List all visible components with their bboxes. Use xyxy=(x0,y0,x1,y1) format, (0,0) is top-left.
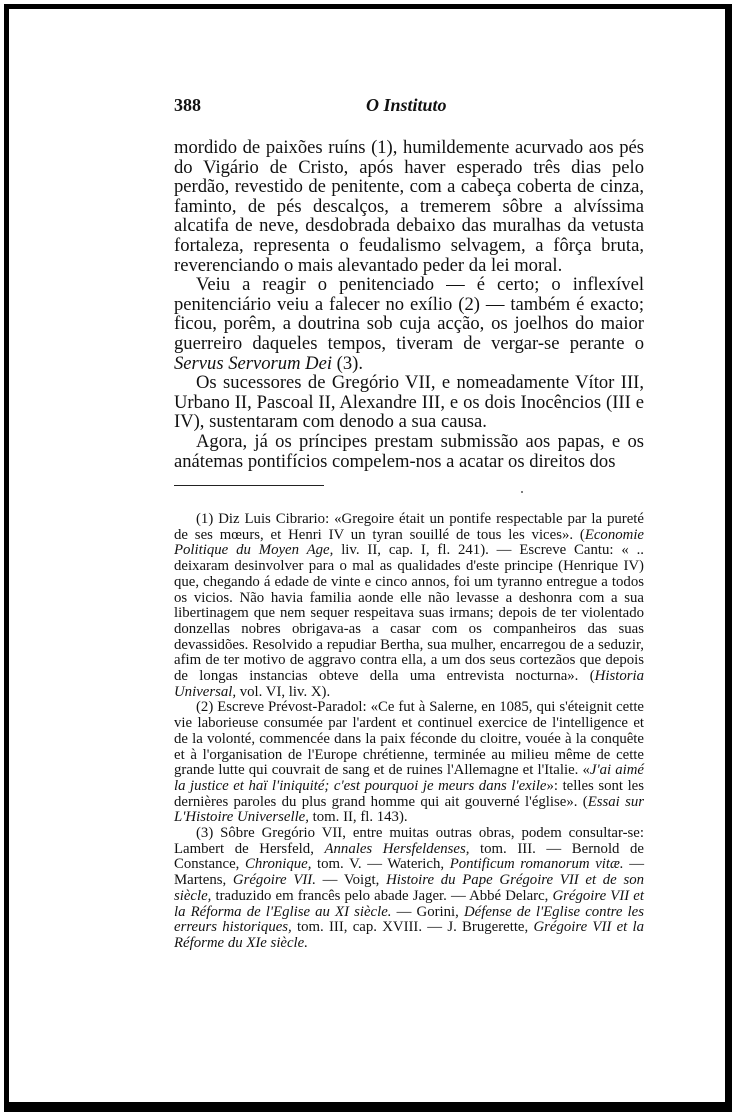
text-run: traduzido em francês pelo abade Jager. — Abbé Delarc, xyxy=(211,887,553,904)
text-run: tom. V. — Waterich, xyxy=(311,856,450,873)
text-run: »: telles sont les dernières paroles du plus grand homme qui ait gouverné l'église». ( xyxy=(174,777,645,810)
paragraph-3: Os sucessores de Gregório VII, e nomeadamente Vítor III, Urbano II, Pascoal II, Alexandre III, e os dois Inocêncios (III e IV), sustentaram com denodo a sua causa. xyxy=(174,372,644,433)
footnote-separator xyxy=(174,485,324,486)
text-run: (1) Diz Luis Cibrario: «Gregoire était un pontife respectable par la pureté de ses mœurs, et Henri IV un tyran souillé de tous les vices». ( xyxy=(174,511,644,543)
text-run: (3) Sôbre Gregório VII, entre muitas outras obras, podem consultar-se: Lambert de Hersfeld, xyxy=(174,825,644,857)
italic-run: Essai sur L'Histoire Universelle, xyxy=(174,793,644,826)
italic-run: Historia Universal, xyxy=(174,668,644,700)
italic-run: Histoire du Pape Grégoire VII et de son siècle, xyxy=(174,872,645,904)
text-run: — Gorini, xyxy=(391,903,464,920)
page-number: 388 xyxy=(174,95,201,115)
italic-run: Economie Politique du Moyen Age, xyxy=(174,526,644,559)
italic-run: Chronique, xyxy=(244,856,312,873)
italic-run: Annales Hersfeldenses, xyxy=(324,840,470,857)
running-title: O Instituto xyxy=(366,95,447,115)
paragraph-1: mordido de paixões ruíns (1), humildemente acurvado aos pés do Vigário de Cristo, após haver esperado três dias pelo perdão, revestido de penitente, com a cabeça coberta de cinza, faminto, de pés descalços, a tremerem sôbre a alvíssima alcatifa de neve, desdobrada debaixo das muralhas da vetusta fortaleza, representa o feudalismo selvagem, a fôrça bruta, reverenciando o mais alevantado peder da lei moral. xyxy=(174,137,644,276)
text-run: tom. III, cap. XVIII. — J. Brugerette, xyxy=(291,919,534,936)
text-run: tom. III. — Bernold de Constance, xyxy=(174,840,645,873)
footnote-2 xyxy=(174,700,644,826)
paragraph-2 xyxy=(174,275,644,373)
speck xyxy=(521,491,523,493)
italic-run: Grégoire VII et la Réforma de l'Eglise au XI siècle. xyxy=(174,887,644,920)
text-run: (3). xyxy=(332,352,363,374)
italic-run: J'ai aimé la justice et haï l'iniquité; c'est pourquoi je meurs dans l'exile xyxy=(174,762,644,794)
italic-run: Grégoire VII. xyxy=(232,872,316,889)
footnote-3 xyxy=(174,826,644,952)
footnotes xyxy=(174,512,644,952)
text-run: vol. VI, liv. X). xyxy=(236,683,331,700)
text-run: Veiu a reagir o penitenciado — é certo; o inflexível penitenciário veiu a falecer no exílio (2) — também é exacto; ficou, porêm, a doutrina sob cuja acção, os joelhos do maior guerreiro daqueles tempos, tiveram de vergar-se perante o xyxy=(174,274,644,354)
footnote-1 xyxy=(174,512,644,700)
main-text xyxy=(174,138,644,471)
italic-run: Servus Servorum Dei xyxy=(174,352,333,374)
text-run: (2) Escreve Prévost-Paradol: «Ce fut à Salerne, en 1085, qui s'éteignit cette vie laborieuse consumée par l'ardent et continuel exercice de l'intelligence et de la volonté, commencée dans la paix féconde du cloitre, vouée à la conquête et à l'organisation de l'Europe chrétienne, terminée au milieu même de cette grande lutte qui couvrait de sang et de ruines l'Allemagne et l'Italie. « xyxy=(174,699,644,779)
text-run: — Martens, xyxy=(174,856,645,889)
italic-run: Grégoire VII et la Réforme du XIe siècle. xyxy=(174,919,645,951)
italic-run: Défense de l'Eglise contre les erreurs historiques, xyxy=(174,903,644,936)
text-run: tom. II, fl. 143). xyxy=(308,809,408,826)
text-run: — Voigt, xyxy=(315,872,387,889)
italic-run: Pontificum romanorum vitæ. xyxy=(449,856,624,873)
text-run: liv. II, cap. I, fl. 241). — Escreve Cantu: « .. deixaram desinvolver para o mal as qualidades d'este principe (Henrique IV) que, chegando á edade de vinte e cinco annos, foi um tyranno entregue a todos os vicios. Não havia familia aonde elle não levasse a deshonra com a sua libertinagem que nem sequer respeitava suas irmans; depois de ter violentado donzellas nobres obrigava-as a casar com os companheiros das suas devassidões. Resolvido a repudiar Bertha, sua mulher, encarregou de a seduzir, afim de ter motivo de aggravo contra ella, a um dos seus cortezãos que depois de longas instancias obteve della uma entrevista nocturna». ( xyxy=(174,542,644,685)
paragraph-4: Agora, já os príncipes prestam submissão aos papas, e os anátemas pontifícios compelem-nos a acatar os direitos dos xyxy=(174,430,644,472)
